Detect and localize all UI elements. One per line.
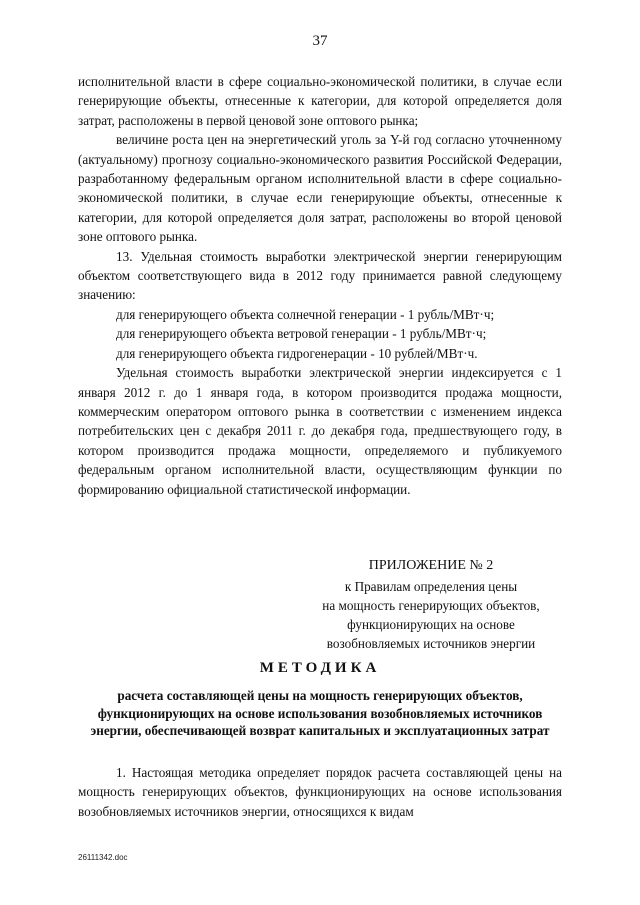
paragraph-1: исполнительной власти в сфере социально-экономической политики, в случае если генерирующие объекты, отнесенные к категории, для которой определяется доля затрат, расположены в первой ценовой зоне оптового рынка; <box>78 74 562 128</box>
appendix-title: ПРИЛОЖЕНИЕ № 2 <box>368 558 494 573</box>
list-item: для генерирующего объекта ветровой генерации - 1 рубль/МВт·ч; <box>116 326 487 342</box>
section-heading: МЕТОДИКА <box>259 660 381 676</box>
paragraph-4: Удельная стоимость выработки электрической энергии индексируется с 1 января 2012 г. до 1 января года, в котором производится продажа мощности, коммерческим оператором оптового рынка в соответствии с изменением индекса потребительских цен с декабря 2011 г. до декабря года, предшествующего году, в котором производится продажа мощности, определяемого и публикуемого федеральным органом исполнительной власти, осуществляющим функции по формированию официальной статистической информации. <box>78 365 562 497</box>
list-item: для генерирующего объекта солнечной генерации - 1 рубль/МВт·ч; <box>116 306 495 322</box>
document-body <box>78 72 562 499</box>
appendix-line: возобновляемых источников энергии <box>326 636 536 651</box>
page-number: 37 <box>312 33 328 49</box>
appendix-block <box>300 556 562 653</box>
appendix-line: к Правилам определения цены <box>344 579 518 594</box>
section-subheading: расчета составляющей цены на мощность генерирующих объектов, функционирующих на основе использования возобновляемых источников энергии, обеспечивающей возврат капитальных и эксплуатационных затрат <box>90 688 550 738</box>
paragraph-3: 13. Удельная стоимость выработки электрической энергии генерирующим объектом соответствующего вида в 2012 году принимается равной следующему значению: <box>78 248 562 303</box>
appendix-line: на мощность генерирующих объектов, <box>322 598 540 613</box>
paragraph-2: величине роста цен на энергетический уголь за Y-й год согласно уточненному (актуальному) прогнозу социально-экономического развития Российской Федерации, разработанному федеральным органом исполнительной власти в сфере социально-экономической политики, в случае если генерирующие объекты, отнесенные к категории, для которой определяется доля затрат, расположены во второй ценовой зоне оптового рынка. <box>78 132 562 245</box>
paragraph-5: 1. Настоящая методика определяет порядок расчета составляющей цены на мощность генерирующих объектов, функционирующих на основе использования возобновляемых источников энергии, относящихся к видам <box>78 765 562 819</box>
list-item: для генерирующего объекта гидрогенерации - 10 рублей/МВт·ч. <box>116 345 478 361</box>
file-footer: 26111342.doc <box>78 853 128 862</box>
appendix-line: функционирующих на основе <box>347 617 515 632</box>
final-paragraph-block <box>78 763 562 821</box>
value-list <box>78 305 562 363</box>
